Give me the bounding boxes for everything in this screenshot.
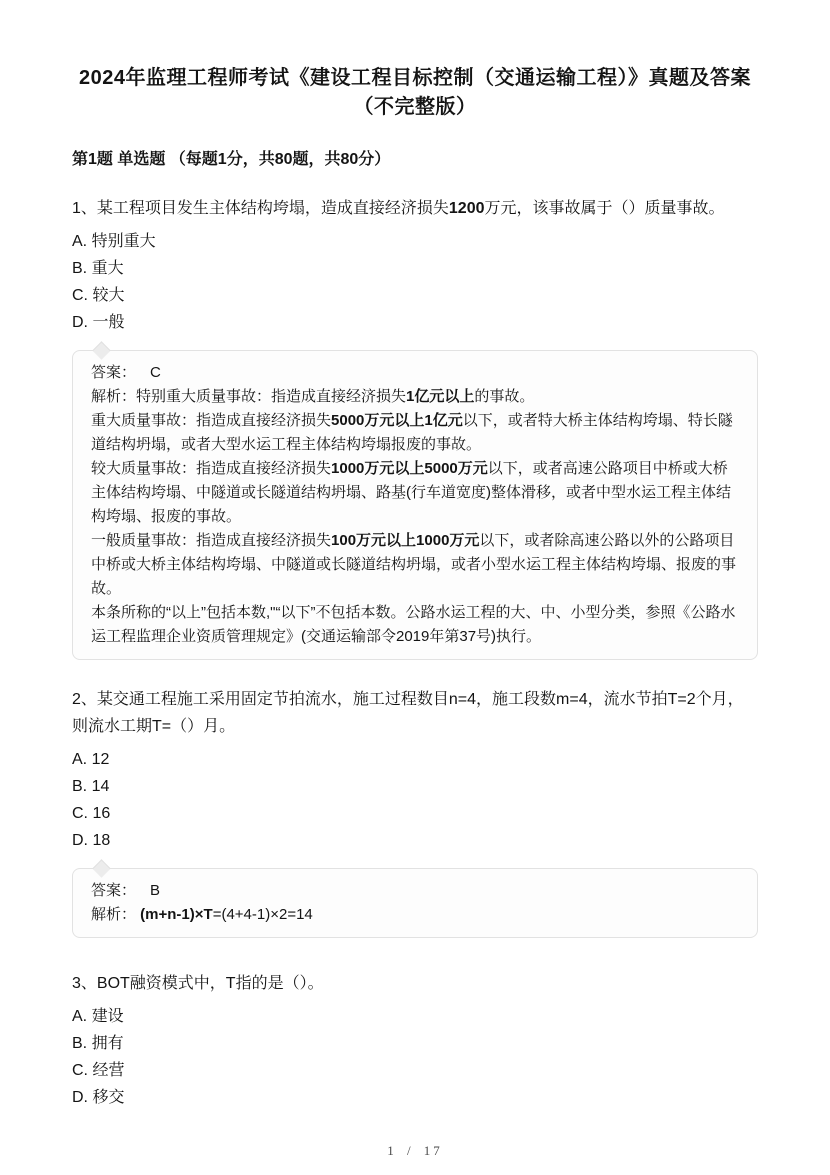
question-3-options bbox=[72, 1003, 758, 1111]
question-3-stem: 3、BOT融资模式中，T指的是（）。 bbox=[72, 975, 324, 992]
explanation-paragraph: 一般质量事故：指造成直接经济损失100万元以上1000万元以下，或者除高速公路以外的公路项目中桥或大桥主体结构垮塌、中隧道或长隧道结构坍塌，或者小型水运工程主体结构垮塌、报废的事故。 bbox=[91, 532, 737, 597]
answer-row bbox=[91, 879, 739, 903]
option-row: C. 经营 bbox=[72, 1062, 125, 1079]
callout-diamond-icon bbox=[92, 859, 110, 877]
option-row: A. 特别重大 bbox=[72, 233, 156, 250]
option-row: C. 16 bbox=[72, 805, 111, 822]
option-row: B. 14 bbox=[72, 778, 110, 795]
explanation-paragraph: 解析：特别重大质量事故：指造成直接经济损失1亿元以上的事故。 bbox=[91, 388, 535, 405]
option-row: D. 移交 bbox=[72, 1089, 125, 1106]
question-1-options bbox=[72, 228, 758, 336]
question-2-stem: 2、某交通工程施工采用固定节拍流水，施工过程数目n=4，施工段数m=4，流水节拍T=2个月，则流水工期T=（）月。 bbox=[72, 691, 744, 735]
answer-value: B bbox=[150, 882, 161, 899]
explanation-paragraph: 解析： (m+n-1)×T=(4+4-1)×2=14 bbox=[91, 906, 313, 923]
option-row: C. 较大 bbox=[72, 287, 125, 304]
explanation-paragraph: 较大质量事故：指造成直接经济损失1000万元以上5000万元以下，或者高速公路项目中桥或大桥主体结构垮塌、中隧道或长隧道结构坍塌、路基(行车道宽度)整体滑移，或者中型水运工程主体结构垮塌、报废的事故。 bbox=[91, 460, 731, 525]
answer-value: C bbox=[150, 364, 161, 381]
answer-row bbox=[91, 361, 739, 385]
option-row: B. 重大 bbox=[72, 260, 124, 277]
answer-card bbox=[72, 350, 758, 660]
option-row: A. 12 bbox=[72, 751, 110, 768]
answer-label: 答案： bbox=[91, 364, 137, 381]
option-row: D. 一般 bbox=[72, 314, 125, 331]
page-indicator: 1 / 17 bbox=[387, 1143, 443, 1158]
question-2-options bbox=[72, 746, 758, 854]
option-row: B. 拥有 bbox=[72, 1035, 124, 1052]
question-section-heading: 第1题 单选题 （每题1分，共80题，共80分） bbox=[72, 151, 391, 168]
answer-card bbox=[72, 868, 758, 938]
page-title: 2024年监理工程师考试《建设工程目标控制（交通运输工程）》真题及答案（不完整版） bbox=[79, 67, 751, 118]
answer-label: 答案： bbox=[91, 882, 137, 899]
question-1-stem: 1、某工程项目发生主体结构垮塌，造成直接经济损失1200万元，该事故属于（）质量事故。 bbox=[72, 200, 725, 217]
option-row: A. 建设 bbox=[72, 1008, 124, 1025]
explanation-paragraph: 本条所称的“以上”包括本数,"“以下”不包括本数。公路水运工程的大、中、小型分类，参照《公路水运工程监理企业资质管理规定》(交通运输部令2019年第37号)执行。 bbox=[91, 604, 736, 645]
explanation-paragraph: 重大质量事故：指造成直接经济损失5000万元以上1亿元以下，或者特大桥主体结构垮塌、特长隧道结构坍塌，或者大型水运工程主体结构垮塌报废的事故。 bbox=[91, 412, 733, 453]
option-row: D. 18 bbox=[72, 832, 111, 849]
callout-diamond-icon bbox=[92, 341, 110, 359]
